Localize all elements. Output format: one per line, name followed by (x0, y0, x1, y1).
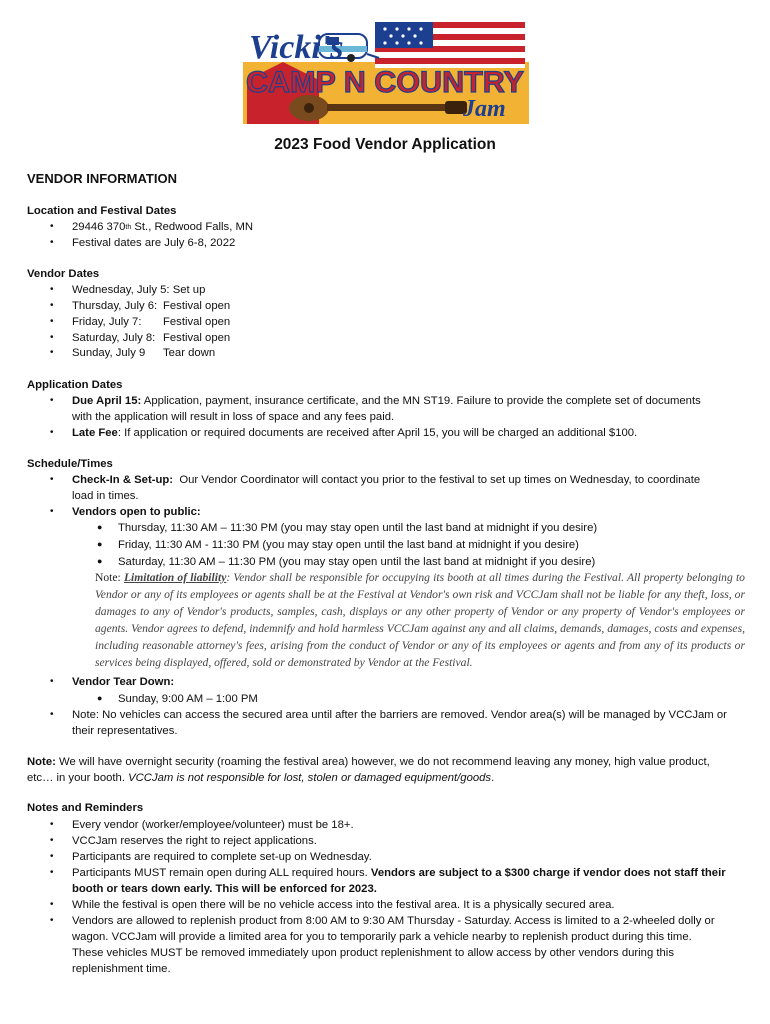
bullet-icon: • (50, 835, 54, 846)
bullet-icon: • (50, 506, 54, 517)
list-item: Sunday, 9:00 AM – 1:00 PM (118, 693, 258, 705)
bullet-icon: • (50, 676, 54, 687)
list-item: Vendors are allowed to replenish product from 8:00 AM to 9:30 AM Thursday - Saturday. Access is limited to a 2-wheeled dolly or (72, 915, 715, 927)
application-dates-heading: Application Dates (27, 379, 123, 391)
bullet-icon: • (50, 300, 54, 311)
list-item: VCCJam reserves the right to reject applications. (72, 835, 317, 847)
bullet-icon: • (50, 237, 54, 248)
teardown-label: Vendor Tear Down: (72, 676, 175, 688)
due-date-line-2: with the application will result in loss of space and any fees paid. (72, 411, 395, 423)
bullet-icon: • (50, 284, 54, 295)
checkin-line: Check-In & Set-up: Our Vendor Coordinator will contact you prior to the festival to set up times on Wednesday, to coordinate (72, 474, 701, 486)
bullet-icon: • (50, 867, 54, 878)
svg-text:CAMP N COUNTRY: CAMP N COUNTRY (246, 66, 524, 99)
list-item: Saturday, July 8: Festival open (72, 332, 231, 344)
security-note-2: etc… in your booth. VCCJam is not responsible for lost, stolen or damaged equipment/goods. (27, 772, 495, 784)
festival-dates-line: Festival dates are July 6-8, 2022 (72, 237, 236, 249)
svg-text:Vicki's: Vicki's (249, 29, 344, 66)
bullet-icon: • (50, 347, 54, 358)
list-item: While the festival is open there will be no vehicle access into the festival area. It is a physically secured area. (72, 899, 615, 911)
due-date-line: Due April 15: Application, payment, insurance certificate, and the MN ST19. Failure to provide the complete set of documents (72, 395, 701, 407)
open-to-public-label: Vendors open to public: (72, 506, 201, 518)
notes-heading: Notes and Reminders (27, 802, 144, 814)
list-item-cont: wagon. VCCJam will provide a limited area for you to temporarily park a vehicle nearby to replenish product during this time. (72, 931, 692, 943)
bullet-icon: ● (97, 539, 103, 549)
vcc-jam-logo (243, 20, 529, 124)
bullet-icon: • (50, 474, 54, 485)
list-item: Thursday, July 6: Festival open (72, 300, 231, 312)
bullet-icon: ● (97, 556, 103, 566)
svg-text:Jam: Jam (463, 96, 506, 122)
bullet-icon: • (50, 709, 54, 720)
list-item: Thursday, 11:30 AM – 11:30 PM (you may stay open until the last band at midnight if you desire) (118, 522, 598, 534)
schedule-heading: Schedule/Times (27, 458, 113, 470)
location-heading: Location and Festival Dates (27, 205, 177, 217)
vendor-info-heading: VENDOR INFORMATION (27, 171, 177, 186)
security-note: Note: We will have overnight security (roaming the festival area) however, we do not recommend leaving any money, high value product, (27, 756, 710, 768)
bullet-icon: • (50, 819, 54, 830)
list-item: Sunday, July 9 Tear down (72, 347, 216, 359)
bullet-icon: • (50, 915, 54, 926)
list-item: Participants MUST remain open during ALL required hours. Vendors are subject to a $300 charge if vendor does not staff their (72, 867, 726, 879)
vehicles-note-2: their representatives. (72, 725, 178, 737)
list-item: Friday, July 7: Festival open (72, 316, 231, 328)
list-item-cont: replenishment time. (72, 963, 171, 975)
bullet-icon: • (50, 899, 54, 910)
liability-note: Note: Limitation of liability: Vendor shall be responsible for occupying its booth at all times during the Festival. All property belonging to Vendor or any of its employees or agents shall be at the Festival at Vendor's own risk and VCCJam shall not be liable for any theft, loss, or damages to any of Vendor's products, samples, cash, displays or any other property of Vendor or any property of Vendor's employees or agents. Vendor agrees to defend, indemnify and hold harmless VCCJam against any and all claims, demands, damages, costs and expenses, including reasonable attorney's fees, arising from the conduct of Vendor or any of its employees or agents and from any of its products or services being displayed, offered, sold or demonstrated by Vendor at the Festival. (95, 571, 745, 669)
bullet-icon: • (50, 221, 54, 232)
bullet-icon: ● (97, 693, 103, 703)
list-item: Participants are required to complete set-up on Wednesday. (72, 851, 372, 863)
vendor-dates-heading: Vendor Dates (27, 268, 100, 280)
list-item: Every vendor (worker/employee/volunteer) must be 18+. (72, 819, 354, 831)
bullet-icon: ● (97, 522, 103, 532)
vehicles-note: Note: No vehicles can access the secured area until after the barriers are removed. Vendor area(s) will be managed by VCCJam or (72, 709, 727, 721)
list-item: Saturday, 11:30 AM – 11:30 PM (you may stay open until the last band at midnight if you desire) (118, 556, 596, 568)
bullet-icon: • (50, 316, 54, 327)
bullet-icon: • (50, 395, 54, 406)
list-item-cont: booth or tears down early. This will be enforced for 2023. (72, 883, 377, 895)
list-item: Wednesday, July 5: Set up (72, 284, 206, 296)
american-flag-icon (375, 22, 525, 68)
list-item: Friday, 11:30 AM - 11:30 PM (you may stay open until the last band at midnight if you desire) (118, 539, 579, 551)
list-item-cont: These vehicles MUST be removed immediately upon product replenishment to allow access by other vendors during this (72, 947, 674, 959)
page-title: 2023 Food Vendor Application (274, 136, 496, 153)
bullet-icon: • (50, 851, 54, 862)
bullet-icon: • (50, 427, 54, 438)
checkin-line-2: load in times. (72, 490, 139, 502)
bullet-icon: • (50, 332, 54, 343)
address-line: 29446 370th St., Redwood Falls, MN (72, 221, 254, 233)
late-fee-line: Late Fee: If application or required documents are received after April 15, you will be charged an additional $100. (72, 427, 638, 439)
